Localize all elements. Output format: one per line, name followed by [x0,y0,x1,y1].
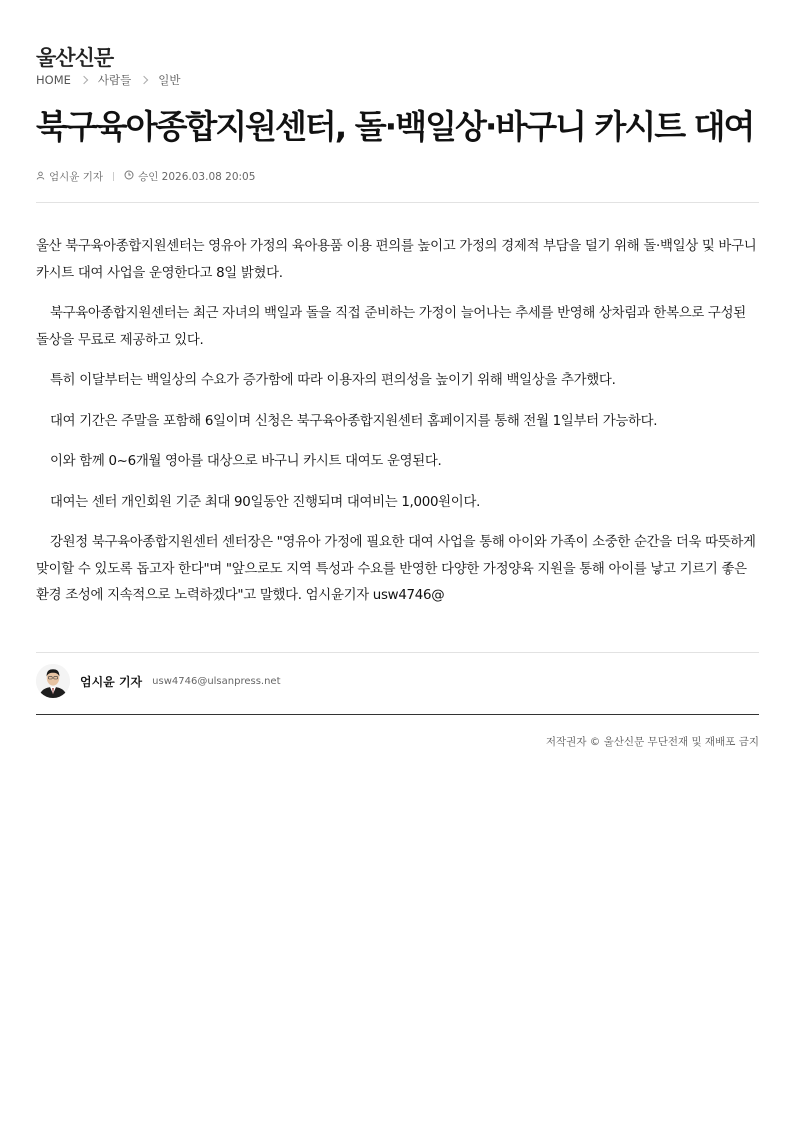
divider [36,202,759,203]
copyright-notice: 저작권자 © 울산신문 무단전재 및 재배포 금지 [545,736,759,748]
breadcrumb-home-link[interactable]: HOME [36,73,71,87]
article-paragraph: 북구육아종합지원센터는 최근 자녀의 백일과 돌을 직접 준비하는 가정이 늘어나는 추세를 반영해 상차림과 한복으로 구성된 돌상을 무료로 제공하고 있다. [36,306,746,348]
author-email[interactable]: usw4746@ulsanpress.net [152,675,281,687]
article-body [36,234,759,624]
article-date: 승인 2026.03.08 20:05 [138,171,256,183]
author-box [36,664,281,698]
article-paragraph: 대여 기간은 주말을 포함해 6일이며 신청은 북구육아종합지원센터 홈페이지를 통해 전월 1일부터 가능하다. [50,413,658,429]
article-paragraph: 울산 북구육아종합지원센터는 영유아 가정의 육아용품 이용 편의를 높이고 가정의 경제적 부담을 덜기 위해 돌·백일상 및 바구니 카시트 대여 사업을 운영한다고 8일 밝혔다. [36,239,757,281]
breadcrumb-section-link[interactable]: 사람들 [97,73,132,87]
site-logo[interactable]: 울산신문 [36,46,114,70]
author-avatar [36,664,70,698]
author-name[interactable]: 엄시윤 기자 [80,674,143,689]
breadcrumb-subsection-link[interactable]: 일반 [158,73,181,87]
divider [36,652,759,653]
article-paragraph: 이와 함께 0~6개월 영아를 대상으로 바구니 카시트 대여도 운영된다. [50,454,442,469]
clock-icon [124,170,134,183]
article-meta [36,169,255,184]
divider [36,714,759,715]
article-title: 북구육아종합지원센터, 돌·백일상·바구니 카시트 대여 [36,107,754,146]
article-paragraph: 대여는 센터 개인회원 기준 최대 90일동안 진행되며 대여비는 1,000원이다. [50,494,481,510]
article-author: 엄시윤 기자 [49,171,104,183]
meta-divider [113,172,114,181]
person-icon [36,171,45,183]
article-paragraph: 특히 이달부터는 백일상의 수요가 증가함에 따라 이용자의 편의성을 높이기 위해 백일상을 추가했다. [50,373,616,388]
article-paragraph: 강원정 북구육아종합지원센터 센터장은 "영유아 가정에 필요한 대여 사업을 통해 아이와 가족이 소중한 순간을 더욱 따뜻하게 맞이할 수 있도록 돕고자 한다"며 "앞으로도 지역 특성과 수요를 반영한 다양한 가정양육 지원을 통해 아이를 낳고 기르기 좋은 환경 조성에 지속적으로 노력하겠다"고 말했다. 엄시윤기자 usw4746@ [36,535,756,603]
chevron-right-icon [80,76,88,84]
chevron-right-icon [140,76,148,84]
breadcrumb [36,72,180,88]
